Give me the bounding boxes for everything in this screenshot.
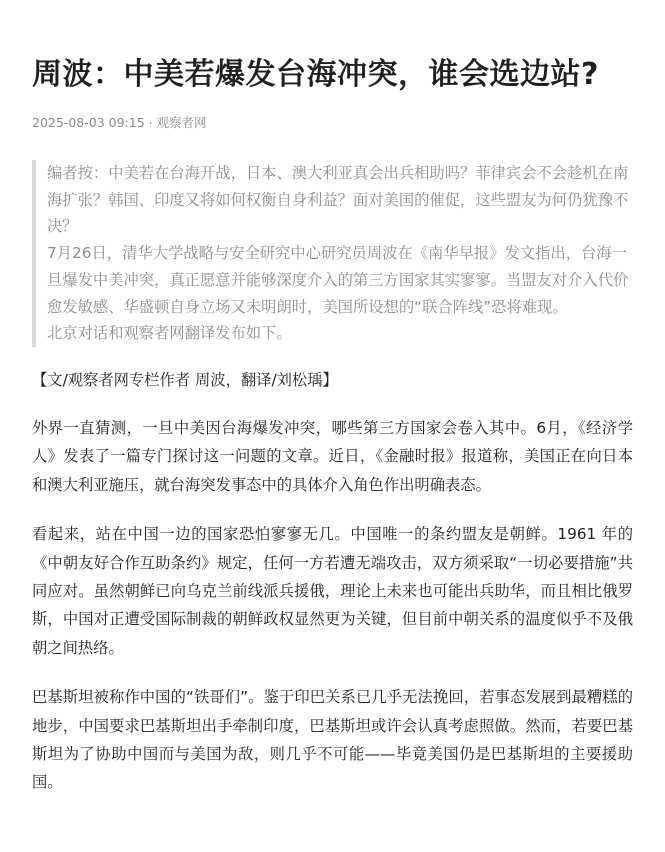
article-byline: 【文/观察者网专栏作者 周波，翻译/刘松瑀】 <box>32 370 338 389</box>
article-title: 周波：中美若爆发台海冲突，谁会选边站? <box>32 57 599 92</box>
editor-note <box>32 160 633 347</box>
article-paragraph: 看起来，站在中国一边的国家恐怕寥寥无几。中国唯一的条约盟友是朝鲜。1961 年的《中朝友好合作互助条约》规定，任何一方若遭无端攻击，双方须采取“一切必要措施”共同应对。虽然朝鲜已向乌克兰前线派兵援俄，理论上未来也可能出兵助华，而且相比俄罗斯，中国对正遭受国际制裁的朝鲜政权显然更为关键，但目前中朝关系的温度似乎不及俄朝之间热络。 <box>32 525 633 657</box>
article-meta: 2025-08-03 09:15 · 观察者网 <box>32 115 207 130</box>
article-paragraph: 外界一直猜测，一旦中美因台海爆发冲突，哪些第三方国家会卷入其中。6月，《经济学人》发表了一篇专门探讨这一问题的文章。近日，《金融时报》报道称，美国正在向日本和澳大利亚施压，就台海突发事态中的具体介入角色作出明确表态。 <box>32 418 633 494</box>
editor-note-paragraph: 7月26日，清华大学战略与安全研究中心研究员周波在《南华早报》发文指出，台海一旦爆发中美冲突，真正愿意并能够深度介入的第三方国家其实寥寥。当盟友对介入代价愈发敏感、华盛顿自身立场又未明朗时，美国所设想的“联合阵线”恐将难现。 <box>47 244 629 316</box>
article-paragraph: 巴基斯坦被称作中国的“铁哥们”。鉴于印巴关系已几乎无法挽回，若事态发展到最糟糕的地步，中国要求巴基斯坦出手牵制印度，巴基斯坦或许会认真考虑照做。然而，若要巴基斯坦为了协助中国而与美国为敌，则几乎不可能——毕竟美国仍是巴基斯坦的主要援助国。 <box>32 688 633 792</box>
editor-note-paragraph: 北京对话和观察者网翻译发布如下。 <box>47 324 292 343</box>
editor-note-paragraph: 编者按：中美若在台海开战，日本、澳大利亚真会出兵相助吗？菲律宾会不会趁机在南海扩张？韩国、印度又将如何权衡自身利益？面对美国的催促，这些盟友为何仍犹豫不决？ <box>47 164 629 236</box>
